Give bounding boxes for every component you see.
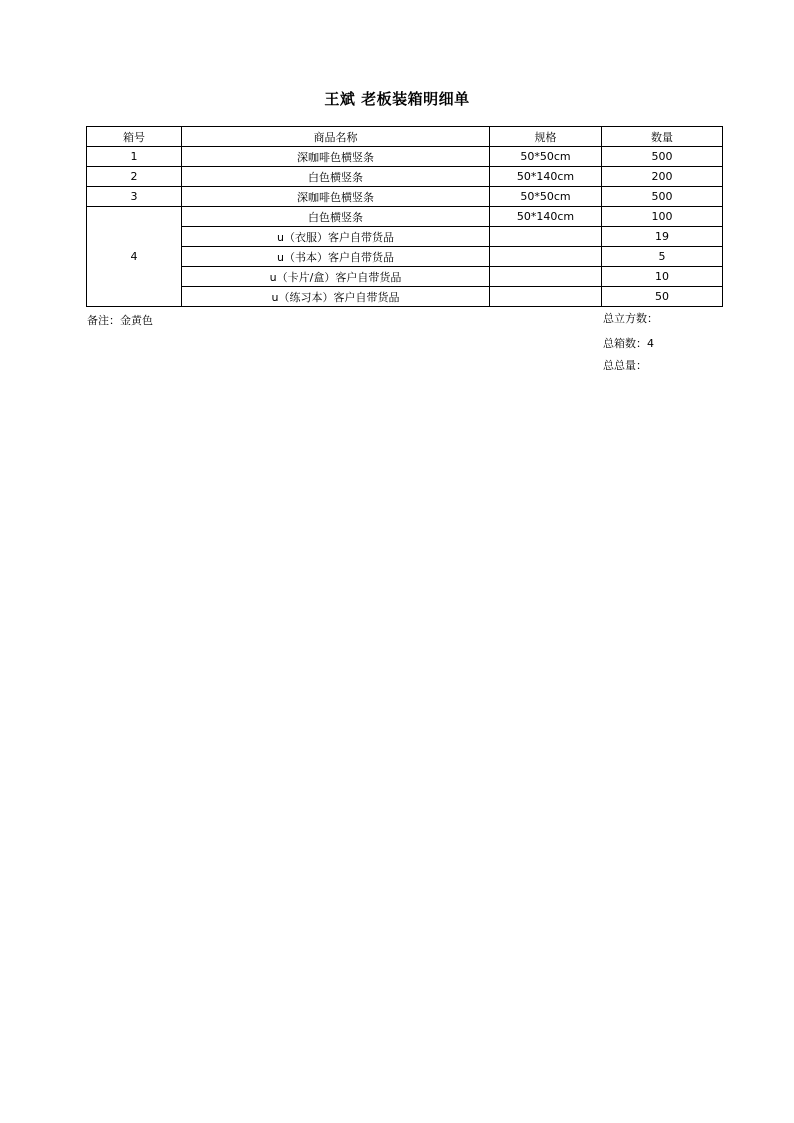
total-volume: 总立方数： (603, 312, 658, 325)
cell-name: u（衣服）客户自带货品 (182, 227, 490, 247)
cell-qty: 100 (602, 207, 723, 227)
cell-box: 1 (87, 147, 182, 167)
packing-list-table (86, 126, 723, 307)
cell-name: 白色横竖条 (182, 167, 490, 187)
cell-spec: 50*140cm (490, 167, 602, 187)
table-row (87, 167, 723, 187)
cell-box: 2 (87, 167, 182, 187)
cell-spec (490, 267, 602, 287)
cell-name: 深咖啡色横竖条 (182, 147, 490, 167)
remark-note: 备注：金黄色 (87, 314, 153, 327)
cell-qty: 500 (602, 147, 723, 167)
table-row (87, 267, 723, 287)
table-row (87, 287, 723, 307)
cell-spec (490, 247, 602, 267)
table-row (87, 187, 723, 207)
cell-qty: 19 (602, 227, 723, 247)
table-row (87, 227, 723, 247)
cell-name: u（书本）客户自带货品 (182, 247, 490, 267)
cell-qty: 200 (602, 167, 723, 187)
header-spec: 规格 (490, 127, 602, 147)
table-header-row (87, 127, 723, 147)
table-row (87, 147, 723, 167)
cell-qty: 500 (602, 187, 723, 207)
cell-box: 3 (87, 187, 182, 207)
cell-spec: 50*50cm (490, 147, 602, 167)
cell-qty: 50 (602, 287, 723, 307)
cell-qty: 10 (602, 267, 723, 287)
header-quantity: 数量 (602, 127, 723, 147)
cell-name: u（练习本）客户自带货品 (182, 287, 490, 307)
cell-qty: 5 (602, 247, 723, 267)
header-product-name: 商品名称 (182, 127, 490, 147)
cell-spec (490, 287, 602, 307)
cell-spec: 50*140cm (490, 207, 602, 227)
page-title: 王斌 老板装箱明细单 (324, 90, 470, 108)
table-row (87, 207, 723, 227)
cell-name: 深咖啡色横竖条 (182, 187, 490, 207)
cell-name: 白色横竖条 (182, 207, 490, 227)
cell-spec: 50*50cm (490, 187, 602, 207)
total-boxes: 总箱数：4 (603, 337, 654, 350)
cell-name: u（卡片/盒）客户自带货品 (182, 267, 490, 287)
total-weight: 总总量： (603, 359, 647, 372)
cell-spec (490, 227, 602, 247)
cell-box-merged: 4 (87, 207, 182, 307)
table-row (87, 247, 723, 267)
header-box-number: 箱号 (87, 127, 182, 147)
